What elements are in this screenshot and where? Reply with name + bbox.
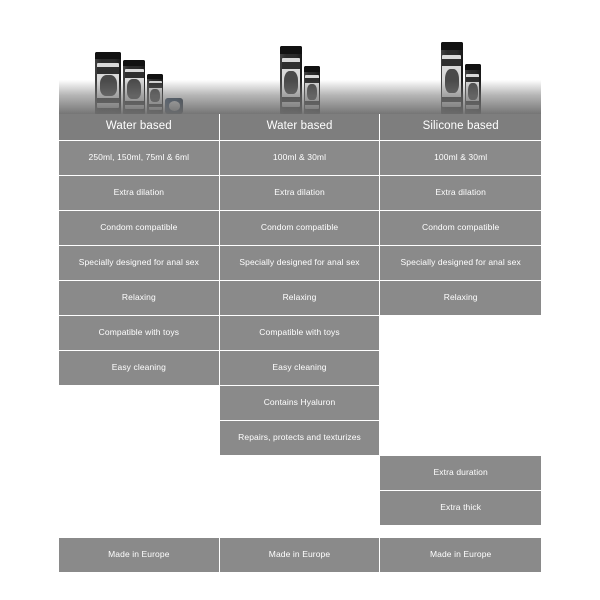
column-header-water-based-sprays: Water based	[220, 114, 381, 141]
table-spacer-row	[59, 526, 541, 538]
cell-extra-duration-col3: Extra duration	[380, 456, 541, 491]
product-group-silicone-based-sprays	[380, 16, 541, 114]
cell-anal-sex-col2: Specially designed for anal sex	[220, 246, 381, 281]
cell-extra-thick-col1	[59, 491, 220, 526]
table-row	[59, 351, 541, 386]
tube-large	[123, 60, 145, 114]
cell-repairs-col2: Repairs, protects and texturizes	[220, 421, 381, 456]
tube-medium	[147, 74, 163, 114]
column-header-water-based-tubes: Water based	[59, 114, 220, 141]
table-row	[59, 538, 541, 573]
table-row	[59, 491, 541, 526]
table-row	[59, 176, 541, 211]
cell-relaxing-col2: Relaxing	[220, 281, 381, 316]
table-row	[59, 141, 541, 176]
cell-toys-compatible-col3	[380, 316, 541, 351]
spacer-col2	[220, 526, 381, 538]
cell-sizes-col1: 250ml, 150ml, 75ml & 6ml	[59, 141, 220, 176]
cell-origin-col3: Made in Europe	[380, 538, 541, 573]
product-image-strip	[59, 16, 541, 114]
cell-extra-thick-col2	[220, 491, 381, 526]
table-row	[59, 246, 541, 281]
cell-extra-dilation-col3: Extra dilation	[380, 176, 541, 211]
cell-easy-cleaning-col3	[380, 351, 541, 386]
cell-anal-sex-col3: Specially designed for anal sex	[380, 246, 541, 281]
table-row	[59, 456, 541, 491]
cell-sizes-col2: 100ml & 30ml	[220, 141, 381, 176]
spacer-col3	[380, 526, 541, 538]
cell-extra-thick-col3: Extra thick	[380, 491, 541, 526]
cell-relaxing-col3: Relaxing	[380, 281, 541, 316]
cell-hyaluron-col1	[59, 386, 220, 421]
cell-origin-col1: Made in Europe	[59, 538, 220, 573]
cell-extra-duration-col1	[59, 456, 220, 491]
spray-bottle-30ml	[304, 66, 320, 114]
spray-bottle-100ml	[441, 42, 463, 114]
cell-easy-cleaning-col1: Easy cleaning	[59, 351, 220, 386]
cell-toys-compatible-col1: Compatible with toys	[59, 316, 220, 351]
cell-condom-compatible-col1: Condom compatible	[59, 211, 220, 246]
cell-toys-compatible-col2: Compatible with toys	[220, 316, 381, 351]
cell-extra-dilation-col2: Extra dilation	[220, 176, 381, 211]
column-header-silicone-based: Silicone based	[380, 114, 541, 141]
cell-anal-sex-col1: Specially designed for anal sex	[59, 246, 220, 281]
table-row	[59, 386, 541, 421]
table-header-row	[59, 114, 541, 141]
product-group-water-based-tubes	[59, 16, 220, 114]
table-row	[59, 281, 541, 316]
cell-easy-cleaning-col2: Easy cleaning	[220, 351, 381, 386]
table-row	[59, 421, 541, 456]
cell-hyaluron-col3	[380, 386, 541, 421]
cell-extra-duration-col2	[220, 456, 381, 491]
spacer-col1	[59, 526, 220, 538]
product-group-water-based-sprays	[220, 16, 381, 114]
tube-extra-large	[95, 52, 121, 114]
comparison-table	[59, 114, 541, 573]
cell-repairs-col1	[59, 421, 220, 456]
cell-relaxing-col1: Relaxing	[59, 281, 220, 316]
table-row	[59, 316, 541, 351]
cell-repairs-col3	[380, 421, 541, 456]
spray-bottle-100ml	[280, 46, 302, 114]
cell-sizes-col3: 100ml & 30ml	[380, 141, 541, 176]
spray-bottle-30ml	[465, 64, 481, 114]
cell-extra-dilation-col1: Extra dilation	[59, 176, 220, 211]
cell-condom-compatible-col3: Condom compatible	[380, 211, 541, 246]
cell-condom-compatible-col2: Condom compatible	[220, 211, 381, 246]
table-row	[59, 211, 541, 246]
cell-hyaluron-col2: Contains Hyaluron	[220, 386, 381, 421]
pot-small	[165, 98, 183, 114]
cell-origin-col2: Made in Europe	[220, 538, 381, 573]
